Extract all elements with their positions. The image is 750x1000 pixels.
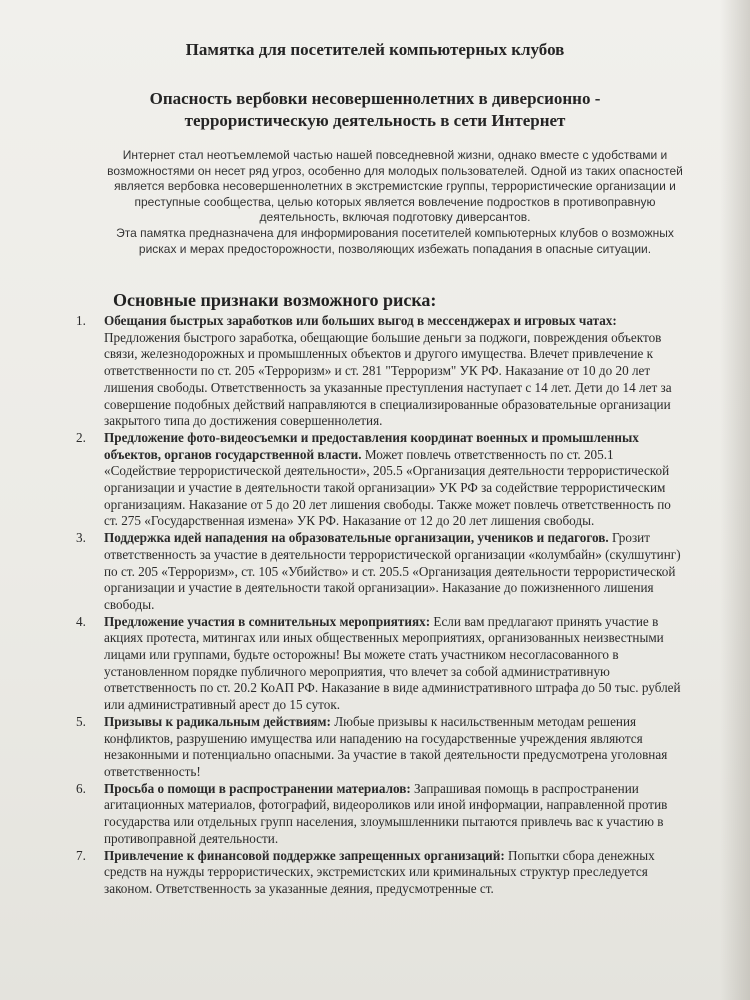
document-subtitle: Опасность вербовки несовершеннолетних в диверсионно - террористическую деятельность в сети Интернет: [149, 89, 601, 130]
list-item: [70, 530, 685, 614]
item-lead: Предложение участия в сомнительных мероприятиях:: [104, 613, 434, 629]
item-lead: Поддержка идей нападения на образовательные организации, учеников и педагогов.: [104, 530, 612, 546]
list-item: [70, 430, 685, 530]
item-lead: Просьба о помощи в распространении материалов:: [104, 780, 415, 796]
page-edge-shadow: [720, 0, 750, 1000]
item-number: 2.: [76, 429, 86, 445]
item-number: 6.: [76, 780, 86, 796]
item-number: 1.: [76, 313, 86, 328]
list-item: [70, 781, 685, 848]
list-item: [70, 313, 685, 430]
list-item: [70, 714, 685, 781]
document-title: Памятка для посетителей компьютерных клубов: [185, 40, 565, 59]
item-text: Запрашивая помощь в распространении агитационных материалов, фотографий, видеороликов или иной информации, направленной против государства или отдельных групп населения, злоумышленники пытаются привлечь вас к участию в противоправной деятельности.: [104, 780, 668, 846]
item-lead: Обещания быстрых заработков или больших выгод в мессенджерах и игровых чатах:: [104, 313, 617, 328]
risk-signs-list: [70, 313, 685, 898]
item-number: 4.: [76, 613, 86, 629]
item-text: Если вам предлагают принять участие в акциях протеста, митингах или иных общественных мероприятиях, организованных неизвестными лицами или группами, будьте осторожны! Вы можете стать участником несогласованного в установленном порядке публичного мероприятия, что влечет за собой административную ответственность по ст. 20.2 КоАП РФ. Наказание в виде административного штрафа до 50 тыс. рублей или административный арест до 15 суток.: [104, 613, 681, 713]
section-heading: Основные признаки возможного риска:: [113, 290, 437, 310]
intro-paragraph: Эта памятка предназначена для информирования посетителей компьютерных клубов о возможных рисках и мерах предосторожности, позволяющих избежать попадания в опасные ситуации.: [116, 225, 674, 256]
item-number: 7.: [76, 847, 86, 863]
list-item: [70, 848, 685, 898]
list-item: [70, 614, 685, 714]
item-number: 3.: [76, 530, 86, 546]
item-text: Любые призывы к насильственным методам решения конфликтов, разрушению имущества или нападению на государственные учреждения являются незаконными и потенциально опасными. За участие в такой деятельности предусмотрена уголовная ответственность!: [104, 713, 668, 779]
intro-text: [105, 148, 685, 257]
item-text: Предложения быстрого заработка, обещающие большие деньги за поджоги, повреждения объектов связи, железнодорожных и промышленных объектов и другого имущества. Влечет привлечение к ответственности по ст. 205 «Терроризм» и ст. 281 "Терроризм" УК РФ. Наказание от 10 до 20 лет лишения свободы. Ответственность за указанные преступления наступает с 14 лет. Дети до 14 лет за совершение подобных действий направляются в специализированные образовательные организации закрытого типа до достижения совершеннолетия.: [104, 329, 672, 429]
item-text: Попытки сбора денежных средств на нужды террористических, экстремистских или криминальных структур преследуется законом. Ответственность за указанные деяния, предусмотренные ст.: [104, 847, 655, 896]
item-text: Может повлечь ответственность по ст. 205.1 «Содействие террористической деятельности», 205.5 «Организация деятельности террористической организации и участие в деятельности такой организации» УК РФ за содействие террористическим организациям. Наказание от 5 до 20 лет лишения свободы. Также может повлечь ответственность по ст. 275 «Государственная измена» УК РФ. Наказание от 12 до 20 лет лишения свободы.: [104, 446, 671, 529]
item-lead: Привлечение к финансовой поддержке запрещенных организаций:: [104, 847, 509, 863]
item-text: Грозит ответственность за участие в деятельности террористической организации «колумбайн» (скулшутинг) по ст. 205 «Терроризм», ст. 105 «Убийство» и ст. 205.5 «Организация деятельности террористической организации и участие в деятельности такой организации». Наказание до пожизненного лишения свободы.: [104, 530, 681, 612]
intro-paragraph: Интернет стал неотъемлемой частью нашей повседневной жизни, однако вместе с удобствами и возможностями он несет ряд угроз, особенно для молодых пользователей. Одной из таких опасностей является вербовка несовершеннолетних в экстремистские группы, террористические организации и преступные сообщества, целью которых является вовлечение подростков в противоправную деятельность, включая подготовку диверсантов.: [107, 148, 683, 225]
item-lead: Призывы к радикальным действиям:: [104, 713, 335, 729]
item-number: 5.: [76, 713, 86, 729]
item-lead: Предложение фото-видеосъемки и предоставления координат военных и промышленных объектов, органов государственной власти.: [104, 429, 639, 462]
